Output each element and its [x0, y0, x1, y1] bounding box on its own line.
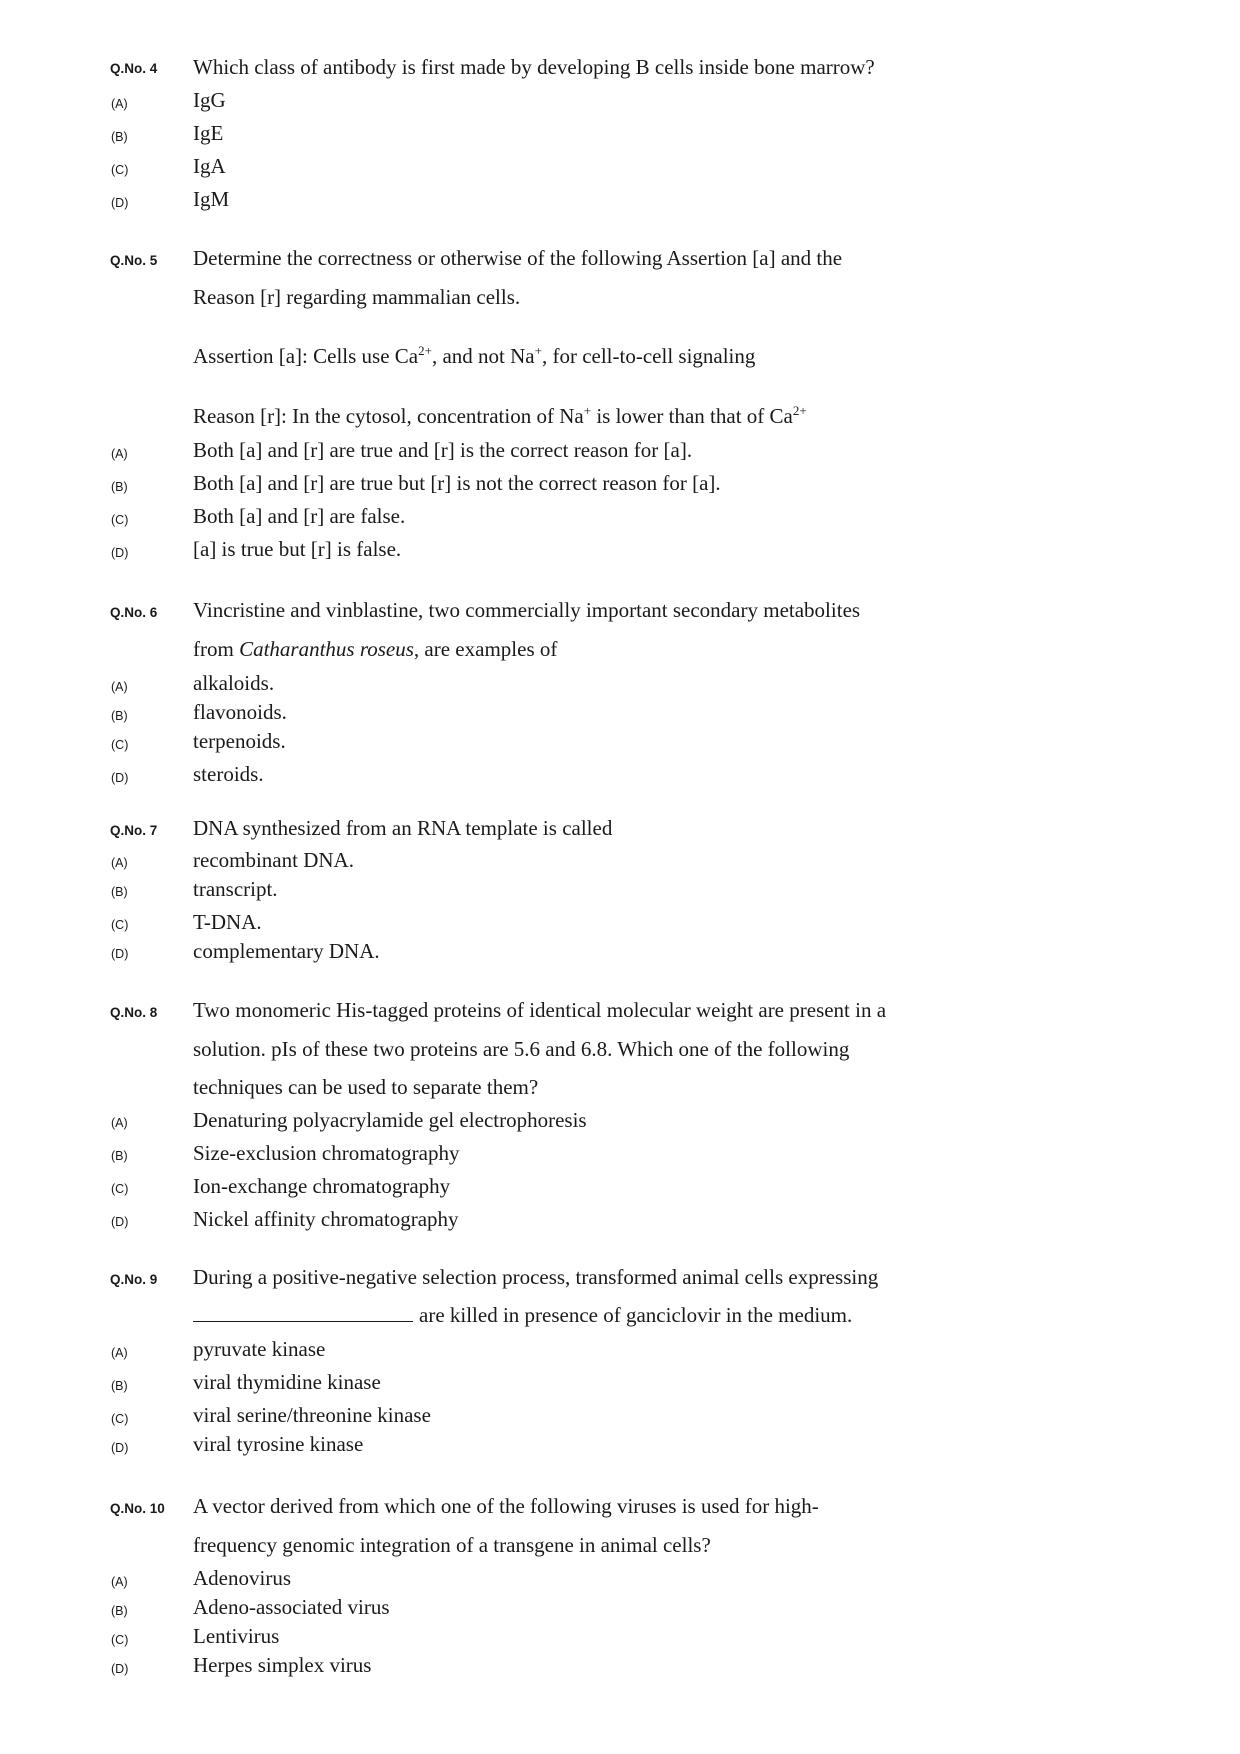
question-text: frequency genomic integration of a transgene in animal cells? — [193, 1533, 711, 1557]
option-label: (B) — [111, 480, 128, 494]
option-label: (C) — [111, 1633, 129, 1647]
option-label: (D) — [111, 1441, 129, 1455]
species-name: Catharanthus roseus — [239, 637, 414, 661]
question-text: Vincristine and vinblastine, two commercially important secondary metabolites — [193, 598, 861, 622]
option-text: viral thymidine kinase — [193, 1370, 381, 1394]
question-number: Q.No. 8 — [110, 1005, 158, 1020]
option-label: (D) — [111, 1215, 129, 1229]
option-label: (C) — [111, 738, 129, 752]
question-text: Determine the correctness or otherwise of the following Assertion [a] and the — [193, 246, 843, 270]
option-label: (A) — [111, 447, 128, 461]
option-text: Adenovirus — [193, 1566, 291, 1590]
option-text: Lentivirus — [193, 1624, 280, 1648]
option-text: viral tyrosine kinase — [193, 1432, 364, 1456]
option-text: transcript. — [193, 877, 278, 901]
option-label: (B) — [111, 709, 128, 723]
option-text: [a] is true but [r] is false. — [193, 537, 402, 561]
question-text: techniques can be used to separate them? — [193, 1075, 539, 1099]
question-number: Q.No. 5 — [110, 253, 158, 268]
question-text: solution. pIs of these two proteins are 5.6 and 6.8. Which one of the following — [193, 1037, 850, 1061]
question-number: Q.No. 9 — [110, 1272, 158, 1287]
option-text: flavonoids. — [193, 700, 287, 724]
option-label: (A) — [111, 1575, 128, 1589]
option-text: complementary DNA. — [193, 939, 380, 963]
option-text: alkaloids. — [193, 671, 275, 695]
option-label: (D) — [111, 546, 129, 560]
option-text: Herpes simplex virus — [193, 1653, 372, 1677]
option-text: Size-exclusion chromatography — [193, 1141, 460, 1165]
question-text: A vector derived from which one of the following viruses is used for high- — [193, 1494, 819, 1518]
question-text: Two monomeric His-tagged proteins of identical molecular weight are present in a — [193, 998, 887, 1022]
option-text: terpenoids. — [193, 729, 286, 753]
question-number: Q.No. 10 — [110, 1501, 165, 1516]
option-text: steroids. — [193, 762, 264, 786]
option-text: Both [a] and [r] are true but [r] is not the correct reason for [a]. — [193, 471, 721, 495]
option-text: IgG — [193, 88, 226, 112]
option-text: IgA — [193, 154, 226, 178]
option-label: (C) — [111, 513, 129, 527]
question-number: Q.No. 4 — [110, 61, 158, 76]
option-label: (A) — [111, 1116, 128, 1130]
option-label: (A) — [111, 97, 128, 111]
option-label: (B) — [111, 1379, 128, 1393]
option-text: IgM — [193, 187, 230, 211]
option-text: Ion-exchange chromatography — [193, 1174, 451, 1198]
question-text: During a positive-negative selection process, transformed animal cells expressing — [193, 1265, 879, 1289]
option-text: pyruvate kinase — [193, 1337, 326, 1361]
option-label: (B) — [111, 885, 128, 899]
option-label: (C) — [111, 918, 129, 932]
assertion-text: Assertion [a]: Cells use $Ca^{2+}$, and not Na+, for cell-to-cell signaling — [193, 343, 756, 368]
question-number: Q.No. 7 — [110, 823, 158, 838]
option-text: Both [a] and [r] are true and [r] is the correct reason for [a]. — [193, 438, 693, 462]
option-label: (D) — [111, 947, 129, 961]
question-text: are killed in presence of ganciclovir in the medium. — [193, 1303, 852, 1328]
option-label: (B) — [111, 1149, 128, 1163]
option-text: T-DNA. — [193, 910, 262, 934]
option-label: (D) — [111, 1662, 129, 1676]
option-text: recombinant DNA. — [193, 848, 354, 872]
answer-blank — [193, 1320, 413, 1322]
option-label: (D) — [111, 771, 129, 785]
option-label: (A) — [111, 680, 128, 694]
option-text: Nickel affinity chromatography — [193, 1207, 459, 1231]
question-text: Reason [r] regarding mammalian cells. — [193, 285, 521, 309]
reason-text: Reason [r]: In the cytosol, concentration of Na+ is lower than that of $Ca^{2+}$ — [193, 403, 807, 428]
option-label: (D) — [111, 196, 129, 210]
question-number: Q.No. 6 — [110, 605, 158, 620]
option-label: (B) — [111, 130, 128, 144]
option-text: Adeno-associated virus — [193, 1595, 390, 1619]
option-text: IgE — [193, 121, 224, 145]
option-text: viral serine/threonine kinase — [193, 1403, 431, 1427]
question-text: from Catharanthus roseus, are examples of — [193, 637, 558, 661]
option-label: (C) — [111, 1412, 129, 1426]
option-label: (C) — [111, 163, 129, 177]
option-label: (B) — [111, 1604, 128, 1618]
option-label: (C) — [111, 1182, 129, 1196]
option-text: Both [a] and [r] are false. — [193, 504, 406, 528]
question-text: Which class of antibody is first made by developing B cells inside bone marrow? — [193, 55, 875, 79]
option-text: Denaturing polyacrylamide gel electrophoresis — [193, 1108, 587, 1132]
option-label: (A) — [111, 1346, 128, 1360]
option-label: (A) — [111, 856, 128, 870]
question-text: DNA synthesized from an RNA template is called — [193, 816, 613, 840]
